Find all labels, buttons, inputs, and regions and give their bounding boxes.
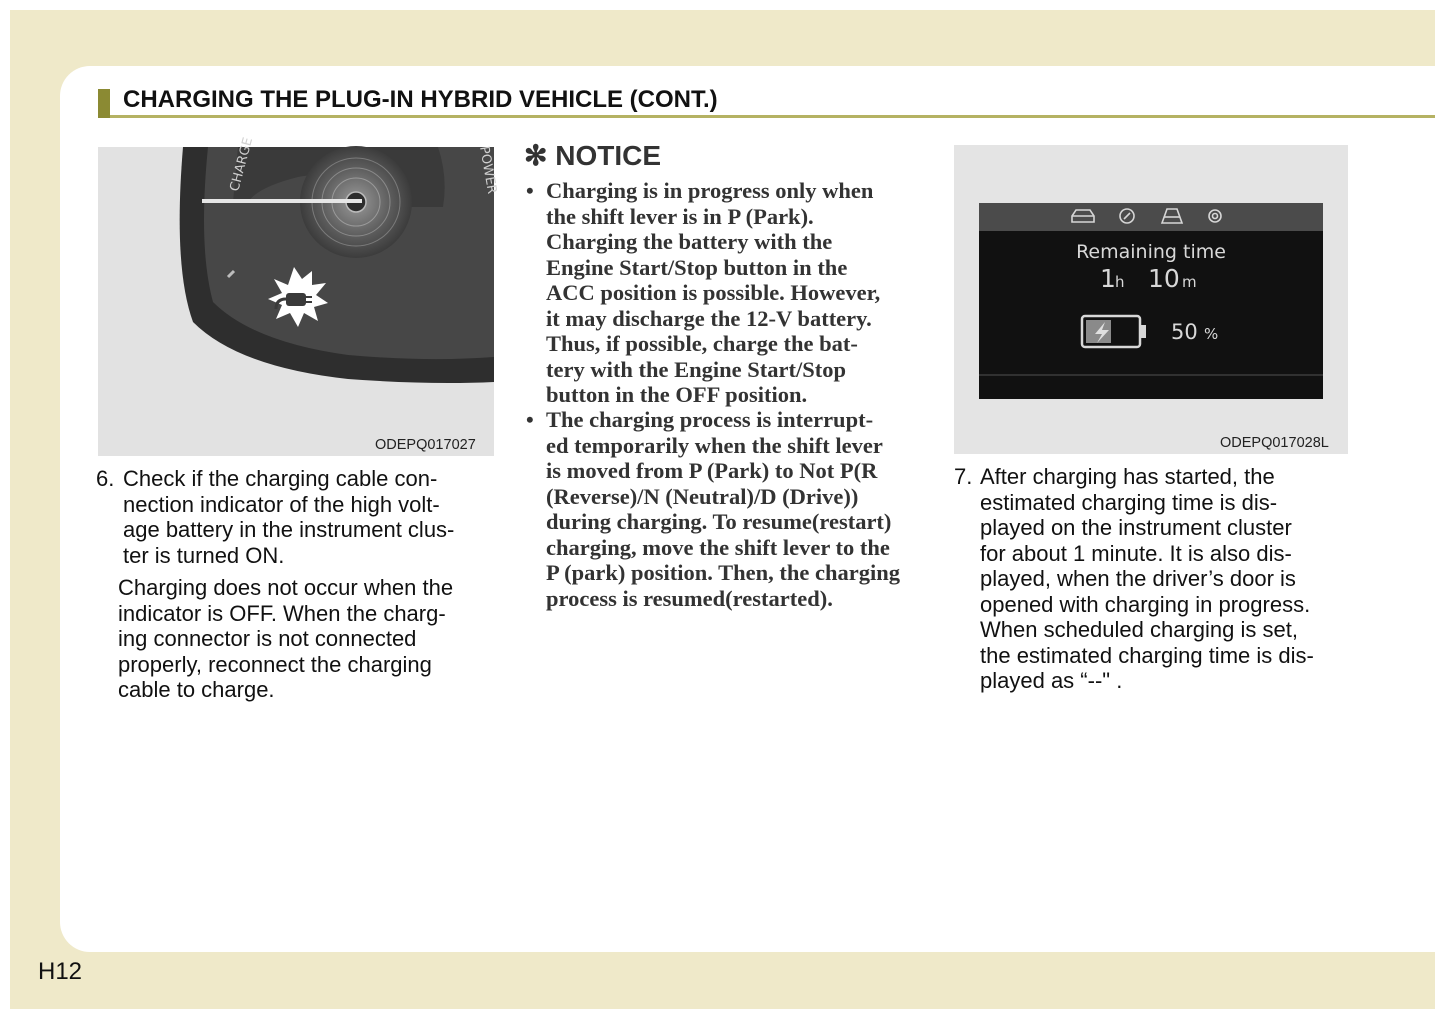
gauge-figure bbox=[98, 135, 500, 456]
text-line: played as “--" . bbox=[980, 668, 1123, 693]
text-line: properly, reconnect the charging bbox=[118, 651, 432, 677]
remaining-time-label: Remaining time bbox=[1076, 241, 1226, 263]
step-number: 6. bbox=[96, 466, 115, 491]
text-line: The charging process is interrupt- bbox=[546, 407, 874, 432]
text-line: the shift lever is in P (Park). bbox=[546, 203, 814, 229]
gauge-label-power: POWER bbox=[476, 145, 500, 196]
text-line: button in the OFF position. bbox=[546, 382, 808, 407]
text-line: Engine Start/Stop button in the bbox=[546, 254, 848, 280]
text-line: ACC position is possible. However, bbox=[546, 280, 881, 305]
step-number: 7. bbox=[954, 464, 973, 489]
hours-unit: h bbox=[1115, 273, 1125, 291]
text-line: (Reverse)/N (Neutral)/D (Drive)) bbox=[546, 483, 859, 509]
text-line: nection indicator of the high volt- bbox=[123, 491, 440, 517]
notice-title: NOTICE bbox=[555, 140, 662, 171]
text-line: charging, move the shift lever to the bbox=[546, 534, 890, 560]
gauge-label-charge: CHARGE bbox=[227, 135, 257, 194]
cluster-display-figure bbox=[954, 145, 1348, 454]
minutes-value: 10 bbox=[1148, 264, 1180, 293]
text-line: is moved from P (Park) to Not P(R bbox=[546, 458, 878, 483]
header-rule bbox=[110, 115, 1435, 118]
text-line: tery with the Engine Start/Stop bbox=[546, 356, 846, 382]
text-line: age battery in the instrument clus- bbox=[123, 517, 455, 542]
text-line: P (park) position. Then, the charging bbox=[546, 560, 901, 585]
text-line: After charging has started, the bbox=[980, 464, 1275, 489]
minutes-unit: m bbox=[1182, 273, 1197, 291]
step7-text bbox=[980, 464, 1348, 694]
notice-symbol-icon: ✻ bbox=[524, 140, 548, 171]
text-line: Charging does not occur when the bbox=[118, 575, 454, 600]
text-line: estimated charging time is dis- bbox=[980, 489, 1278, 515]
figure-caption: ODEPQ017027 bbox=[375, 437, 476, 453]
battery-percent-value: 50 bbox=[1171, 320, 1198, 344]
gauge-illustration bbox=[98, 135, 500, 456]
text-line: Thus, if possible, charge the bat- bbox=[546, 331, 858, 356]
hours-value: 1 bbox=[1100, 264, 1116, 293]
bullet-icon: • bbox=[526, 407, 534, 432]
section-title: CHARGING THE PLUG-IN HYBRID VEHICLE (CONT.) bbox=[123, 86, 718, 113]
battery-percent-unit: % bbox=[1204, 325, 1219, 343]
text-line: ed temporarily when the shift lever bbox=[546, 432, 883, 458]
text-line: ing connector is not connected bbox=[118, 626, 417, 651]
text-line: for about 1 minute. It is also dis- bbox=[980, 540, 1292, 566]
notice-item-2 bbox=[546, 407, 919, 611]
text-line: during charging. To resume(restart) bbox=[546, 509, 892, 534]
bullet-icon: • bbox=[526, 178, 534, 203]
text-line: played on the instrument cluster bbox=[980, 515, 1292, 540]
text-line: process is resumed(restarted). bbox=[546, 585, 833, 611]
notice-heading bbox=[524, 139, 661, 172]
step6-note bbox=[118, 575, 490, 703]
figure-caption: ODEPQ017028L bbox=[1220, 435, 1329, 451]
text-line: it may discharge the 12-V battery. bbox=[546, 305, 872, 331]
step6-text bbox=[123, 466, 490, 568]
text-line: Charging the battery with the bbox=[546, 229, 833, 254]
text-line: played, when the driver’s door is bbox=[980, 566, 1296, 591]
text-line: indicator is OFF. When the charg- bbox=[118, 600, 446, 626]
notice-item-1 bbox=[546, 178, 919, 408]
header-accent-bar bbox=[98, 89, 110, 118]
text-line: Charging is in progress only when bbox=[546, 178, 874, 203]
text-line: cable to charge. bbox=[118, 677, 275, 702]
text-line: opened with charging in progress. bbox=[980, 591, 1311, 617]
text-line: ter is turned ON. bbox=[123, 542, 285, 568]
text-line: Check if the charging cable con- bbox=[123, 466, 438, 491]
text-line: When scheduled charging is set, bbox=[980, 617, 1298, 642]
page-number: H12 bbox=[38, 958, 83, 985]
text-line: the estimated charging time is dis- bbox=[980, 642, 1314, 668]
cluster-display-illustration bbox=[954, 145, 1348, 454]
